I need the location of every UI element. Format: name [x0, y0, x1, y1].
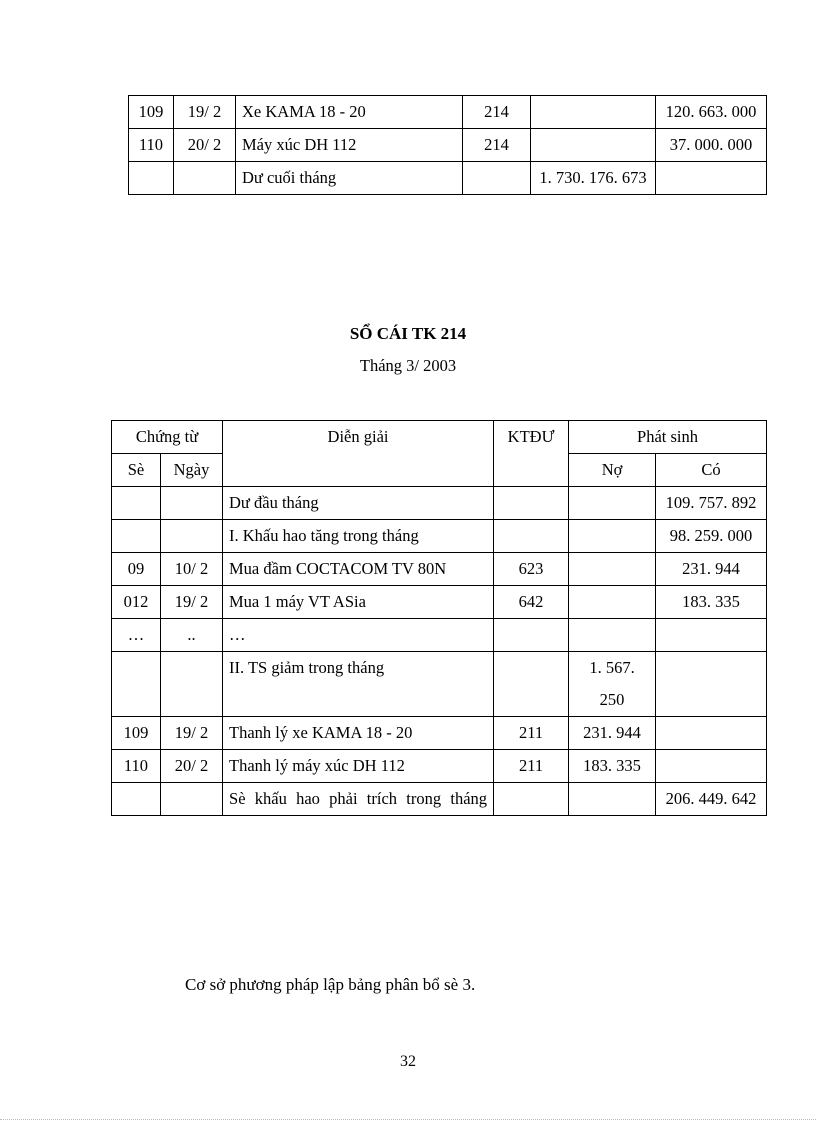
doc-number: 109	[112, 717, 161, 750]
ledger-table	[111, 420, 767, 816]
account: 214	[463, 129, 531, 162]
debit	[569, 520, 656, 553]
debit	[569, 619, 656, 652]
account: 211	[494, 750, 569, 783]
table-row	[112, 750, 767, 783]
account	[494, 619, 569, 652]
credit	[656, 652, 767, 717]
account	[494, 783, 569, 816]
debit	[531, 129, 656, 162]
account	[494, 652, 569, 717]
credit: 37. 000. 000	[656, 129, 767, 162]
debit: 1. 730. 176. 673	[531, 162, 656, 195]
table-row	[112, 553, 767, 586]
table-row	[129, 96, 767, 129]
doc-number: 012	[112, 586, 161, 619]
table-row	[112, 619, 767, 652]
account	[494, 487, 569, 520]
account: 211	[494, 717, 569, 750]
description: Thanh lý xe KAMA 18 - 20	[223, 717, 494, 750]
doc-number	[112, 783, 161, 816]
description: II. TS giảm trong tháng	[223, 652, 494, 717]
debit	[569, 553, 656, 586]
debit: 1. 567. 250	[569, 652, 656, 717]
doc-date	[161, 520, 223, 553]
description: Dư đầu tháng	[223, 487, 494, 520]
doc-number	[129, 162, 174, 195]
credit: 120. 663. 000	[656, 96, 767, 129]
description: Xe KAMA 18 - 20	[236, 96, 463, 129]
header-phat-sinh: Phát sinh	[569, 421, 767, 454]
credit: 183. 335	[656, 586, 767, 619]
doc-date	[161, 652, 223, 717]
credit: 206. 449. 642	[656, 783, 767, 816]
description: Mua đầm COCTACOM TV 80N	[223, 553, 494, 586]
account: 214	[463, 96, 531, 129]
doc-date: 19/ 2	[174, 96, 236, 129]
credit	[656, 619, 767, 652]
page-number: 32	[400, 1053, 416, 1070]
doc-date: 19/ 2	[161, 717, 223, 750]
debit	[569, 487, 656, 520]
doc-date	[161, 487, 223, 520]
doc-date: ..	[161, 619, 223, 652]
doc-number: 110	[129, 129, 174, 162]
description: Máy xúc DH 112	[236, 129, 463, 162]
doc-number: …	[112, 619, 161, 652]
doc-number	[112, 520, 161, 553]
ledger-subtitle: Tháng 3/ 2003	[359, 356, 457, 375]
table-row	[112, 783, 767, 816]
header-ngay: Ngày	[161, 454, 223, 487]
doc-date: 10/ 2	[161, 553, 223, 586]
table-row	[129, 129, 767, 162]
header-dien-giai: Diễn giải	[223, 421, 494, 487]
header-so: Sè	[112, 454, 161, 487]
table-row	[112, 520, 767, 553]
credit: 109. 757. 892	[656, 487, 767, 520]
description: I. Khấu hao tăng trong tháng	[223, 520, 494, 553]
table-row	[112, 652, 767, 717]
credit: 231. 944	[656, 553, 767, 586]
debit: 183. 335	[569, 750, 656, 783]
debit	[531, 96, 656, 129]
debit: 231. 944	[569, 717, 656, 750]
body-paragraph: Cơ sở phương pháp lập bảng phân bổ sè 3.	[185, 975, 476, 994]
doc-date: 19/ 2	[161, 586, 223, 619]
table-row	[112, 487, 767, 520]
description: Mua 1 máy VT ASia	[223, 586, 494, 619]
credit: 98. 259. 000	[656, 520, 767, 553]
account	[463, 162, 531, 195]
description: Sè khấu hao phải trích trong tháng	[223, 783, 494, 816]
debit	[569, 783, 656, 816]
doc-number: 09	[112, 553, 161, 586]
debit	[569, 586, 656, 619]
header-ktdu: KTĐƯ	[494, 421, 569, 487]
table-row	[129, 162, 767, 195]
header-chung-tu: Chứng từ	[112, 421, 223, 454]
credit	[656, 162, 767, 195]
credit	[656, 750, 767, 783]
doc-number: 109	[129, 96, 174, 129]
description: Thanh lý máy xúc DH 112	[223, 750, 494, 783]
account	[494, 520, 569, 553]
header-co: Có	[656, 454, 767, 487]
page-bottom-divider	[0, 1119, 816, 1120]
table-row	[112, 717, 767, 750]
doc-number	[112, 652, 161, 717]
header-no: Nợ	[569, 454, 656, 487]
doc-number	[112, 487, 161, 520]
header-row	[112, 421, 767, 454]
account: 623	[494, 553, 569, 586]
credit	[656, 717, 767, 750]
description: …	[223, 619, 494, 652]
doc-date	[174, 162, 236, 195]
account: 642	[494, 586, 569, 619]
table-row	[112, 586, 767, 619]
doc-date: 20/ 2	[161, 750, 223, 783]
description: Dư cuối tháng	[236, 162, 463, 195]
doc-date: 20/ 2	[174, 129, 236, 162]
doc-number: 110	[112, 750, 161, 783]
ledger-title: SỔ CÁI TK 214	[349, 324, 467, 343]
doc-date	[161, 783, 223, 816]
continuation-table	[128, 95, 767, 195]
